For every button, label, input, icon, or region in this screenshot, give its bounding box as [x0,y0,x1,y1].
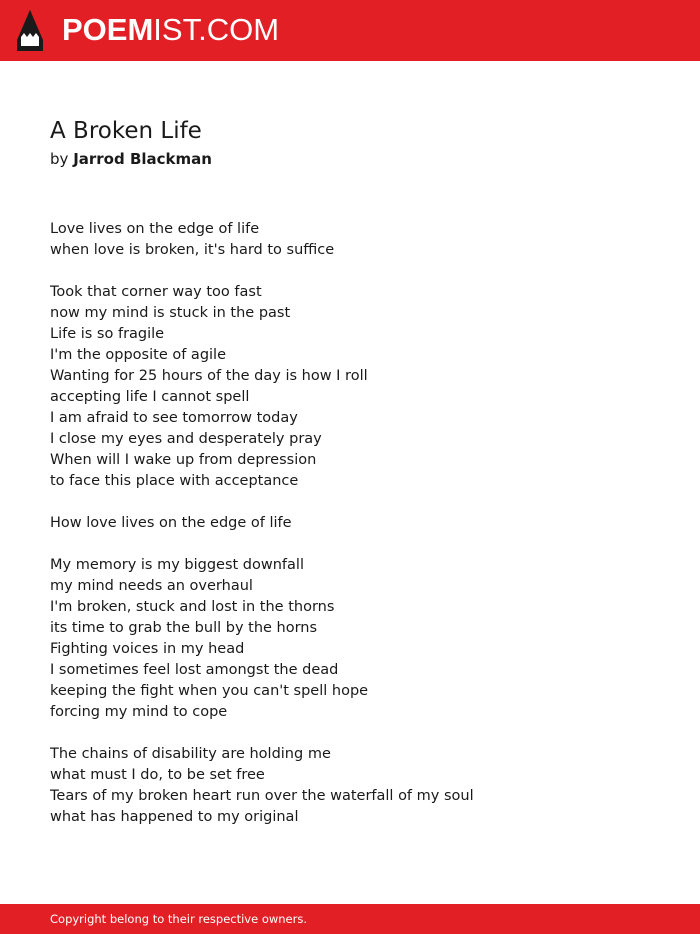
poem-line: I'm broken, stuck and lost in the thorns [50,599,335,615]
poem-line: I close my eyes and desperately pray [50,431,322,447]
poem-line: How love lives on the edge of life [50,515,292,531]
byline [50,148,212,170]
stanza-break [50,534,670,555]
pencil-tip-icon[interactable] [17,10,43,51]
poem-line: what has happened to my original [50,809,299,825]
poem-line: Wanting for 25 hours of the day is how I roll [50,368,368,384]
poem-line: accepting life I cannot spell [50,389,250,405]
site-header [0,0,700,61]
poem-line: keeping the fight when you can't spell hope [50,683,369,699]
poem-body [50,219,670,828]
poem-line: my mind needs an overhaul [50,578,253,594]
poem-line: When will I wake up from depression [50,452,317,468]
site-logo-text[interactable] [62,12,279,48]
site-footer [0,904,700,934]
poem-line: Life is so fragile [50,326,165,342]
poem-line: The chains of disability are holding me [50,746,331,762]
poem-line: Love lives on the edge of life [50,221,260,237]
poem-line: Fighting voices in my head [50,641,245,657]
poem-line: to face this place with acceptance [50,473,299,489]
stanza-break [50,723,670,744]
poem-line: its time to grab the bull by the horns [50,620,318,636]
poem-line: I sometimes feel lost amongst the dead [50,662,339,678]
stanza-break [50,261,670,282]
poem-line: My memory is my biggest downfall [50,557,304,573]
poem-line: what must I do, to be set free [50,767,265,783]
brand-bold-part: POEM [62,12,154,47]
poem-line: I'm the opposite of agile [50,347,227,363]
author-name: Jarrod Blackman [73,150,212,168]
poem-title: A Broken Life [50,118,202,144]
poem-line: Took that corner way too fast [50,284,262,300]
poem-line: Tears of my broken heart run over the waterfall of my soul [50,788,474,804]
poem-line: when love is broken, it's hard to suffice [50,242,335,258]
poem-line: now my mind is stuck in the past [50,305,291,321]
by-label: by [50,150,69,168]
copyright-notice: Copyright belong to their respective owners. [50,912,308,926]
stanza-break [50,492,670,513]
poem-line: forcing my mind to cope [50,704,228,720]
brand-light-part: IST.COM [153,12,280,47]
poem-line: I am afraid to see tomorrow today [50,410,298,426]
